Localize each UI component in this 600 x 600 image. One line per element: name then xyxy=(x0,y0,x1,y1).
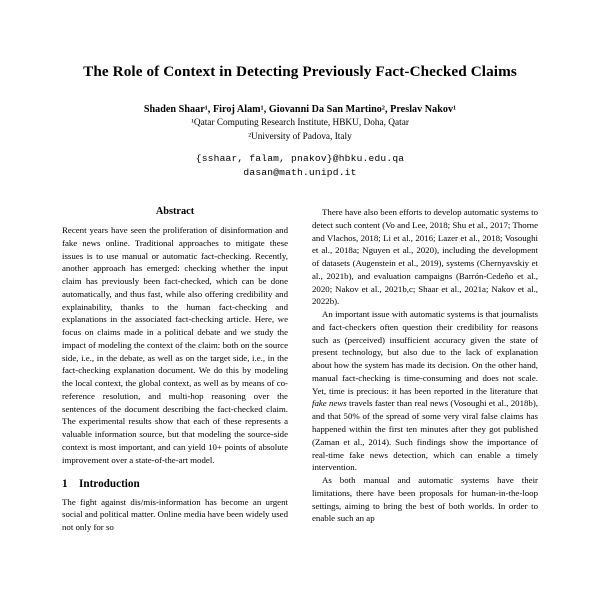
section-heading-introduction xyxy=(62,478,288,490)
right-paragraph-2 xyxy=(312,308,538,474)
section-title: Introduction xyxy=(79,477,140,490)
right-paragraph-2-part-1: An important issue with automatic systems is that journalists and fact-checkers often question their credibility for reasons such as (perceived) insufficient accuracy given the state of present technology, but also due to the lack of explanation about how the system has made its decision. On the other hand, manual fact-checking is time-consuming and does not scale. Yet, time is precious: it has been reported in the literature that xyxy=(312,309,538,396)
affiliation-qcri: ¹Qatar Computing Research Institute, HBKU, Doha, Qatar xyxy=(191,118,409,129)
abstract-heading: Abstract xyxy=(155,205,195,217)
right-paragraph-1: There have also been efforts to develop automatic systems to detect such content (Vo and Lee, 2018; Shu et al., 2017; Thorne and Vlachos, 2018; Li et al., 2016; Lazer et al., 2018; Vosoughi et al., 2018a; Nguyen et al., 2020), including the development of datasets (Augenstein et al., 2019), systems (Chernyavskiy et al., 2021b), and evaluation campaigns (Barrón-Cedeño et al., 2020; Nakov et al., 2021b,c; Shaar et al., 2021a; Nakov et al., 2022b). xyxy=(312,206,538,307)
email-hbku: {sshaar, falam, pnakov}@hbku.edu.qa xyxy=(195,152,405,164)
right-column xyxy=(312,206,538,578)
section-number: 1 xyxy=(62,477,68,490)
right-paragraph-3: As both manual and automatic systems have their limitations, there have been proposals for human-in-the-loop settings, aiming to bring the best of both worlds. In order to enable such an ap xyxy=(312,475,538,524)
left-column xyxy=(62,206,288,578)
abstract-text: Recent years have seen the proliferation of disinformation and fake news online. Traditional approaches to mitigate these issues is to use manual or automatic fact-checking. Recently, another approach has emerged: checking whether the input claim has previously been fact-checked, which can be done automatically, and thus fast, while also offering credibility and explainability, thanks to the human fact-checking and explanations in the associated fact-checking article. Here, we focus on claims made in a political debate and we study the impact of modeling the context of the claim: both on the source side, i.e., in the debate, as well as on the target side, i.e., in the fact-checking explanation document. We do this by modeling the local context, the global context, as well as by means of co-reference resolution, and multi-hop reasoning over the sentences of the document describing the fact-checked claim. The experimental results show that each of these represents a valuable information source, but that modeling the source-side context is most important, and can yield 10+ points of absolute improvement over a state-of-the-art model. xyxy=(62,224,288,465)
affiliation-padova: ²University of Padova, Italy xyxy=(248,132,352,143)
right-paragraph-2-part-2: travels faster than real news (Vosoughi et al., 2018b), and that 50% of the spread of some very viral false claims has happened within the first ten minutes after they got published (Zaman et al., 2014). Such findings show the importance of real-time fake news detection, which can enable a timely intervention. xyxy=(312,398,538,473)
fake-news-emphasis: fake news xyxy=(312,398,347,409)
author-list: Shaden Shaar¹, Firoj Alam¹, Giovanni Da San Martino², Preslav Nakov¹ xyxy=(143,104,457,115)
body-columns xyxy=(62,206,538,578)
page-title: The Role of Context in Detecting Previously Fact-Checked Claims xyxy=(83,63,517,80)
introduction-paragraph-1: The fight against dis/mis-information has become an urgent social and political matter. Online media have been widely used not only for so xyxy=(62,496,288,533)
email-unipd: dasan@math.unipd.it xyxy=(243,167,357,179)
